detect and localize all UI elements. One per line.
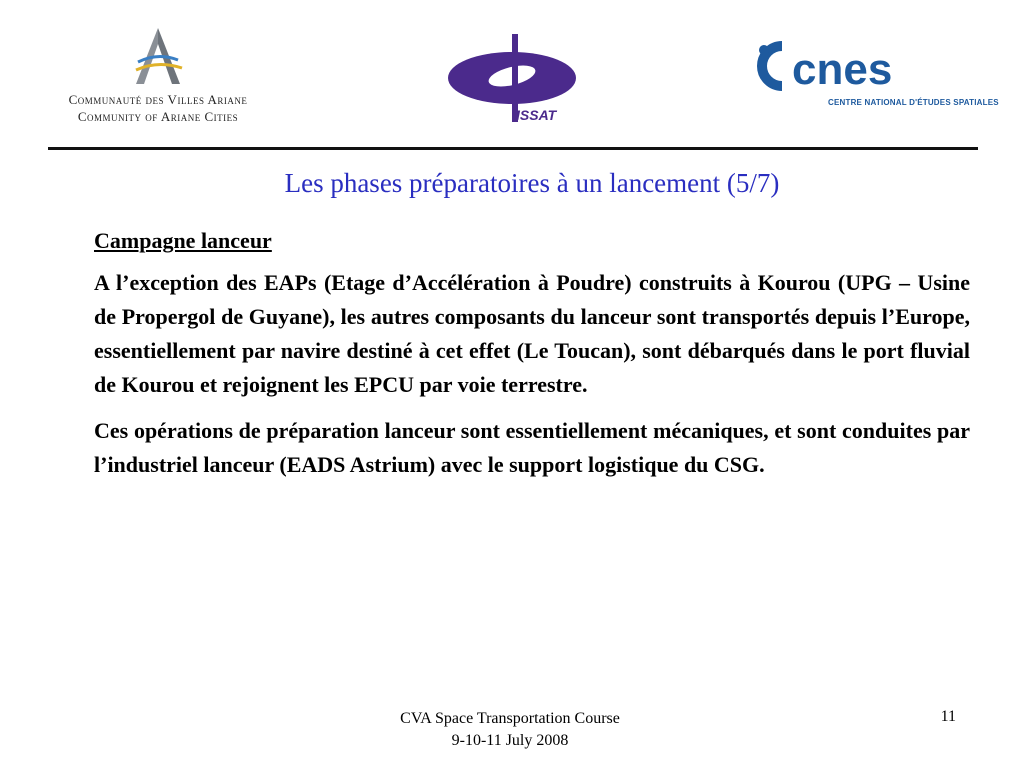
cnes-logo — [752, 40, 999, 120]
cva-logo — [48, 26, 268, 126]
cnes-logo-subtitle: CENTRE NATIONAL D'ÉTUDES SPATIALES — [828, 98, 999, 107]
header-divider — [48, 147, 978, 150]
slide-title: Les phases préparatoires à un lancement (5/7) — [284, 168, 780, 198]
body-paragraph-1: A l’exception des EAPs (Etage d’Accélération à Poudre) construits à Kourou (UPG – Usine de Propergol de Guyane), les autres composants du lanceur sont transportés depuis l’Europe, essentiellement par navire destiné à cet effet (Le Toucan), sont débarqués dans le port fluvial de Kourou et rejoignent les EPCU par voie terrestre. — [94, 270, 970, 397]
cnes-logo-text: cnes — [792, 45, 893, 94]
issat-logo — [440, 30, 590, 130]
section-heading: Campagne lanceur — [94, 228, 272, 253]
body-paragraph-2: Ces opérations de préparation lanceur sont essentiellement mécaniques, et sont conduites par l’industriel lanceur (EADS Astrium) avec le support logistique du CSG. — [94, 418, 970, 477]
slide-footer — [360, 708, 660, 752]
cnes-symbol-icon — [759, 45, 782, 86]
slide-header — [0, 0, 1024, 150]
ariane-a-icon — [128, 26, 188, 86]
slide-body — [94, 228, 970, 494]
slide-number: 11 — [940, 708, 956, 725]
footer-course: CVA Space Transportation Course — [400, 710, 620, 727]
cva-logo-line1: Communauté des Villes Ariane — [68, 92, 248, 107]
issat-logo-text: ISSAT — [516, 107, 557, 123]
issat-emblem-icon — [448, 34, 576, 122]
footer-date: 9-10-11 July 2008 — [451, 732, 569, 749]
cva-logo-line2: Community of Ariane Cities — [77, 109, 239, 124]
